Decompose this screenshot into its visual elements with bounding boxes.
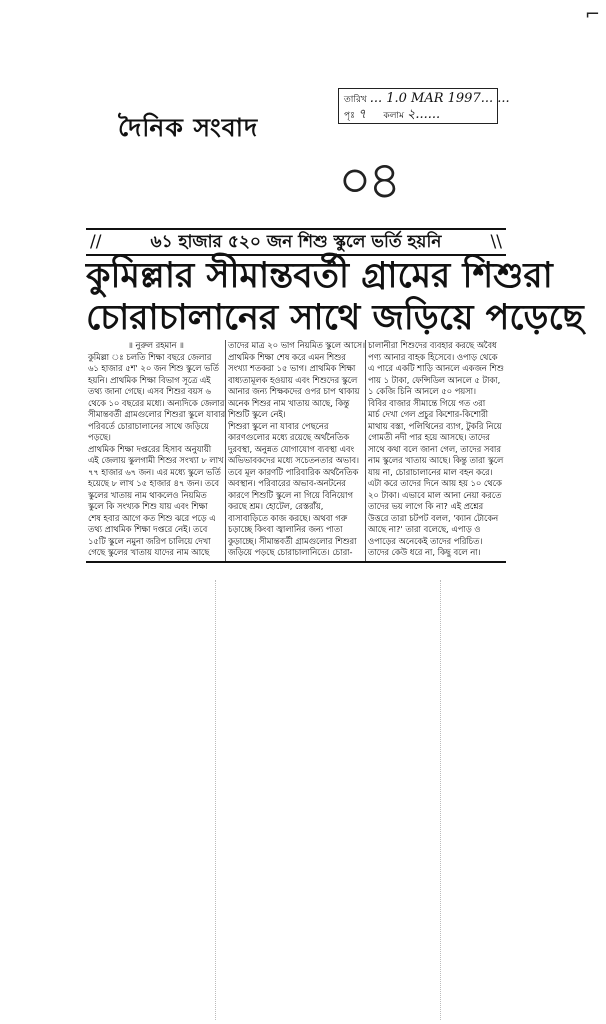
article-line: শিশুরা স্কুলে না যাবার পেছনের [228,420,329,431]
article-line: আনার জন্য শিক্ষকদের ওপর চাপ থাকায় [228,386,360,396]
article-line: পড়ছে। [88,432,111,442]
article-line: পণ্য আনার বাহক হিসেবে। ওপাড় থেকে [368,351,498,362]
article-line: তাদের মাত্র ২০ ভাগ নিয়মিত স্কুলে আসে। [228,340,366,350]
date-label: তারিখ [344,95,367,105]
article-line: মাথায় বস্তা, পলিথিনের ব্যাগ, টুকরি নিয়ে [368,420,502,431]
article-line: চালানীরা শিশুদের ব্যবহার করছে অবৈধ [368,340,497,350]
article-line: আছে না?' তারা বলেছে, এপাড় ও [368,524,481,534]
article-line: বাধ্যতামূলক হওয়ায় এবং শিশুদের স্কুলে [228,374,358,385]
article-column-2 [228,340,364,559]
article-line: এই জেলায় স্কুলগামী শিশুর সংখ্যা ৮ লাখ [88,455,224,465]
article-line: ২০ টাকা। এভাবে মাল আনা নেয়া করতে [368,489,502,500]
article-line: কারণে শিশুটি স্কুলে না গিয়ে বিনিয়োগ [228,489,353,500]
article-line: অনেক শিশুর নাম খাতায় আছে, কিন্তু [228,397,350,408]
article-line: পরিবর্তে চোরাচালানের সাথে জড়িয়ে [88,420,209,431]
article-line: ৭৭ হাজার ৬৭ জন। এর মধ্যে স্কুলে ভর্তি [88,466,221,477]
article-line: তবে মূল কারণটি পারিবারিক অর্থনৈতিক [228,466,359,477]
article-line: কারণগুলোর মধ্যে রয়েছে অর্থনৈতিক [228,432,350,442]
article-line: শেষ হবার আগে কত শিশু ঝরে পড়ে এ [88,512,216,523]
article-line: এ পারে একটি শাড়ি আনলে একজন শিশু [368,363,504,373]
newspaper-masthead: দৈনিক সংবাদ [118,113,259,142]
date-stamp [338,88,510,124]
article-line: জড়িয়ে পড়ছে চোরাচালানিতে। চোরা- [228,547,353,557]
article-line: হয়েছে ৮ লাখ ১৫ হাজার ৪৭ জন। তবে [88,478,220,488]
article-line: উত্তরে তারা চটপট বলল, 'ক্যান টোকেন [368,512,499,523]
article-line: গোমতী নদী পার হয়ে আসছে। তাদের [368,432,490,442]
article-line: এটা করে তাদের দিনে আয় হয় ১০ থেকে [368,478,502,488]
article-line: থেকে ১০ বছরের মধ্যে। অন্যদিকে জেলার [88,397,225,408]
article-line: পায় ১ টাকা, ফেন্সিডিল আনলে ৫ টাকা, [368,374,501,385]
article-line: শিশুটি স্কুলে নেই। [228,409,286,419]
article-line: হয়নি। প্রাথমিক শিক্ষা বিভাগ সূত্রে এই [88,374,211,385]
article-line: দুরবস্থা, অনুন্নত যোগাযোগ ব্যবস্থা এবং [228,443,355,454]
corner-mark: ⌐ [584,4,600,25]
article-line: স্কুলে কি সংখ্যক শিশু যায় এবং শিক্ষা [88,501,208,511]
article-line: অভিভাবকদের মধ্যে সচেতনতার অভাব। [228,455,359,465]
byline: ॥ নুরুল রহমান ॥ [128,340,184,350]
handwritten-number: ০৪ [338,151,398,211]
column-label: কলাম [383,111,405,121]
article-line: মার্চ দেখা গেল প্রচুর কিশোর-কিশোরী [368,409,488,419]
article-line: ওপাড়ের অনেকেই তাদের পরিচিত। [368,535,483,546]
article-line: সংখ্যা শতকরা ১৫ ভাগ। প্রাথমিক শিক্ষা [228,363,356,373]
article-line: ১৫টি স্কুলে নমুনা জরিপ চালিয়ে দেখা [88,535,211,546]
column-divider [225,340,226,562]
page-label: পৃঃ [344,111,355,121]
article-line: যায় না, চোরাচালানের মাল বহন করে। [368,466,493,477]
article-line: প্রাথমিক শিক্ষা দপ্তরের হিসাব অনুযায়ী [88,443,212,454]
article-line: নাম স্কুলের খাতায় আছে। কিন্তু তারা স্কুলে [368,455,504,465]
article-line: স্কুলের খাতায় নাম থাকলেও নিয়মিত [88,489,207,500]
article-line: প্রাথমিক শিক্ষা শেষ করে এমন শিশুর [228,351,346,362]
article-line: কুমিল্লা ঃ চলতি শিক্ষা বছরে জেলার [88,351,212,362]
article-column-3 [368,340,504,559]
date-value: ... 1.0 MAR 1997... ... [369,91,510,106]
column-value: ২...... [406,107,441,122]
article-column-1 [88,340,224,559]
article-line: বিবির বাজার সীমান্তে গিয়ে গত ৩রা [368,397,486,408]
article-line: ৬১ হাজার ৫শ' ২০ জন শিশু স্কুলে ভর্তি [88,363,219,373]
headline-line-2: চোরাচালানের সাথে জড়িয়ে পড়েছে [86,298,584,338]
article-line: তথ্য প্রাথমিক শিক্ষা দপ্তরে নেই। তবে [88,524,208,534]
article-line: সাথে কথা বলে জানা গেল, তাদের সবার [368,443,501,454]
column-divider [365,340,366,562]
article-line: সীমান্তবর্তী গ্রামগুলোর শিশুরা স্কুলে যাবার [88,409,226,419]
article-line: তাদের কেউ ধরে না, কিছু বলে না। [368,547,481,557]
scan-artifact-line [440,580,441,1020]
kicker-headline: // ৬১ হাজার ৫২০ জন শিশু স্কুলে ভর্তি হয়নি \\ [86,228,506,256]
article-line: বাসাবাড়িতে কাজ করছে। অথবা গরু [228,512,348,523]
article-line: চড়াচ্ছে কিংবা জ্বালানির জন্য পাতা [228,524,343,534]
article-line: কুড়াচ্ছে। সীমান্তবর্তী গ্রামগুলোর শিশুরা [228,535,357,546]
article-bottom-rule [86,561,506,563]
article-line: ১ কেজি চিনি আনলে ৫০ পয়সা। [368,386,477,396]
headline-line-1: কুমিল্লার সীমান্তবর্তী গ্রামের শিশুরা [86,256,553,296]
article-line: অবস্থান। পরিবারের অভাব-অনটনের [228,478,346,488]
article-line: তথ্য জানা গেছে। এসব শিশুর বয়স ৬ [88,386,211,396]
scan-artifact-line [215,580,216,1020]
article-line: করছে শ্রম। হোটেল, রেস্তরাঁয়, [228,501,324,511]
page-value: ৭ [357,107,367,122]
article-line: গেছে স্কুলের খাতায় যাদের নাম আছে [88,547,210,557]
article-line: তাদের ভয় লাগে কি না? এই প্রশ্নের [368,501,484,511]
